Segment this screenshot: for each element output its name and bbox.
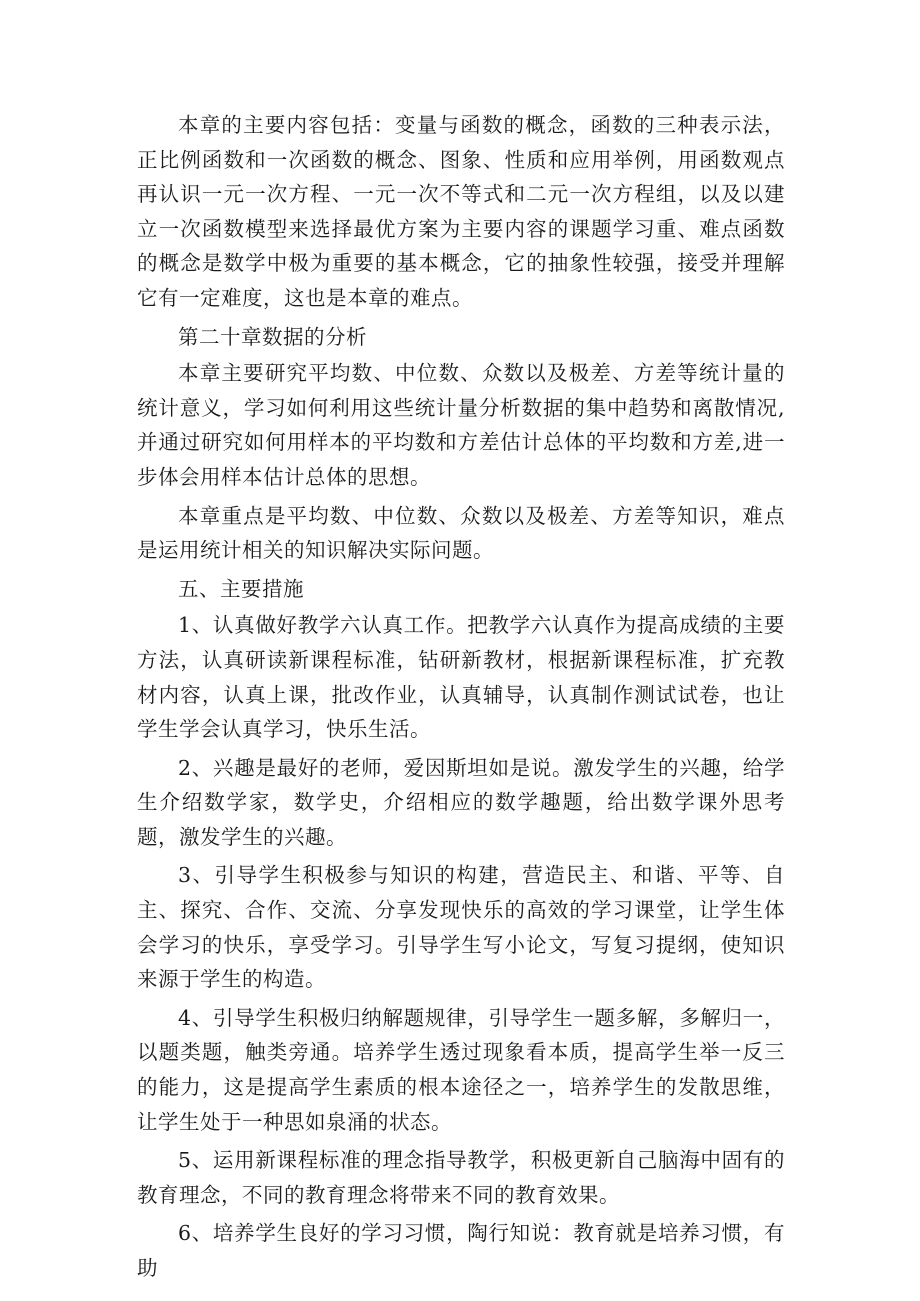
heading-main-measures: 五、主要措施 bbox=[178, 576, 304, 601]
paragraph-measure-5: 5、运用新课程标准的理念指导教学，积极更新自己脑海中固有的教育理念，不同的教育理念将带来不同的教育效果。 bbox=[137, 1148, 785, 1207]
heading-chapter20: 第二十章数据的分析 bbox=[178, 324, 367, 349]
document-page bbox=[137, 108, 785, 1290]
paragraph-measure-1: 1、认真做好教学六认真工作。把教学六认真作为提高成绩的主要方法，认真研读新课程标准，钻研新教材，根据新课程标准，扩充教材内容，认真上课，批改作业，认真辅导，认真制作测试试卷，也让学生学会认真学习，快乐生活。 bbox=[137, 613, 785, 742]
paragraph-chapter19-content: 本章的主要内容包括：变量与函数的概念，函数的三种表示法，正比例函数和一次函数的概念、图象、性质和应用举例，用函数观点再认识一元一次方程、一元一次不等式和二元一次方程组，以及以建立一次函数模型来选择最优方案为主要内容的课题学习重、难点函数的概念是数学中极为重要的基本概念，它的抽象性较强，接受并理解它有一定难度，这也是本章的难点。 bbox=[137, 113, 785, 310]
paragraph-measure-6: 6、培养学生良好的学习习惯，陶行知说：教育就是培养习惯，有助 bbox=[137, 1221, 785, 1280]
paragraph-chapter20-focus: 本章重点是平均数、中位数、众数以及极差、方差等知识，难点是运用统计相关的知识解决实际问题。 bbox=[137, 503, 785, 563]
paragraph-chapter20-content: 本章主要研究平均数、中位数、众数以及极差、方差等统计量的统计意义，学习如何利用这些统计量分析数据的集中趋势和离散情况,并通过研究如何用样本的平均数和方差估计总体的平均数和方差,进一步体会用样本估计总体的思想。 bbox=[137, 361, 785, 489]
paragraph-measure-3: 3、引导学生积极参与知识的构建，营造民主、和谐、平等、自主、探究、合作、交流、分享发现快乐的高效的学习课堂，让学生体会学习的快乐，享受学习。引导学生写小论文，写复习提纲，使知识来源于学生的构造。 bbox=[137, 863, 785, 992]
paragraph-measure-4: 4、引导学生积极归纳解题规律，引导学生一题多解，多解归一，以题类题，触类旁通。培养学生透过现象看本质，提高学生举一反三的能力，这是提高学生素质的根本途径之一，培养学生的发散思维，让学生处于一种思如泉涌的状态。 bbox=[137, 1005, 785, 1134]
paragraph-measure-2: 2、兴趣是最好的老师，爱因斯坦如是说。激发学生的兴趣，给学生介绍数学家，数学史，介绍相应的数学趣题，给出数学课外思考题，激发学生的兴趣。 bbox=[137, 755, 785, 849]
